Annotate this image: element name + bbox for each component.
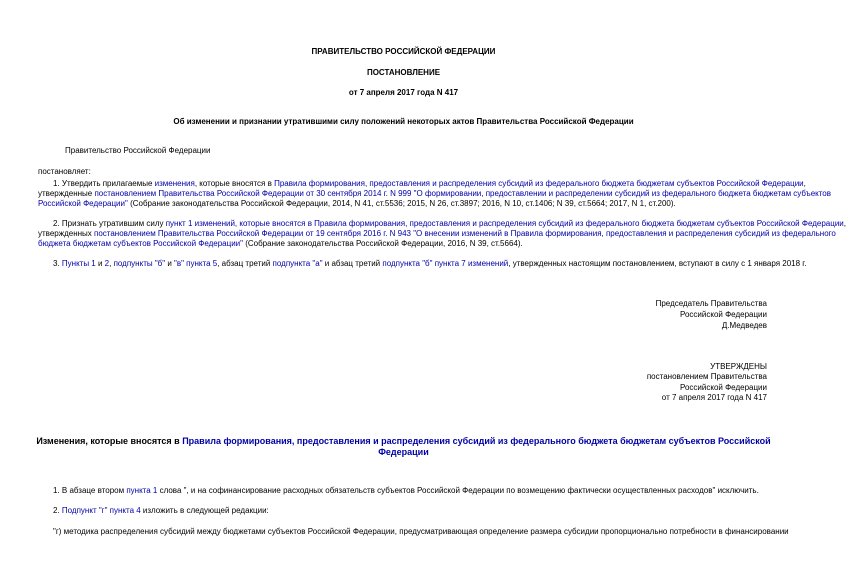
document-type: ПОСТАНОВЛЕНИЕ [366, 68, 441, 77]
decree-943-link[interactable]: постановлением Правительства Российской Федерации от 19 сентября 2016 г. N 943 "О внесении изменений в Правила формирования, предоставления и распределения субсидий из федерального [94, 229, 836, 238]
change-item-2-quote: "г) методика распределения субсидий между бюджетами субъектов Российской Федерации, предусматривающая определение размера субсидии пропорционально потребности в финансировании [53, 527, 789, 536]
text-run: 1. Утвердить прилагаемые [53, 179, 155, 188]
text-run: , абзац третий [217, 259, 273, 268]
rules-title-link-cont[interactable]: Федерации [378, 447, 429, 457]
point-4-link[interactable]: пункта 4 [109, 506, 141, 515]
text-run: , которые вносятся в [194, 179, 275, 188]
text-run: (Собрание законодательства Российской Федерации, 2014, N 41, ст.5536; 2015, N 26, ст.3897; 2016, N 10, ст.1406; N 39, ст.5664; 2017, N 1, ст.200). [127, 199, 676, 208]
paragraph-3 [53, 259, 806, 269]
government-heading: ПРАВИТЕЛЬСТВО РОССИЙСКОЙ ФЕДЕРАЦИИ [311, 47, 496, 56]
signature-position: Председатель Правительства [655, 299, 767, 308]
change-item-1 [53, 486, 759, 496]
text-run: , [803, 179, 806, 188]
paragraph-2-line-3 [38, 239, 523, 249]
changes-title-line-2 [0, 447, 807, 458]
decree-999-link[interactable]: постановлением Правительства Российской Федерации от 30 сентября 2014 г. N 999 "О формировании, предоставлении и распределении субсидий из федерального бюджета бюджетам субъектов [94, 189, 832, 198]
approval-heading: УТВЕРЖДЕНЫ [710, 362, 767, 371]
text-run: утвержденных [38, 229, 94, 238]
text-run: , утвержденных настоящим постановлением, вступают в силу с 1 января 2018 г. [508, 259, 807, 268]
approval-date: от 7 апреля 2017 года N 417 [661, 393, 767, 402]
point-2-link[interactable]: 2 [104, 259, 110, 268]
decree-999-link-cont[interactable]: Российской Федерации" [38, 199, 128, 208]
subpoint-v-point-5-link[interactable]: "в" пункта 5 [174, 259, 218, 268]
text-run: 1. В абзаце втором [53, 486, 127, 495]
points-1-link[interactable]: Пункты 1 [61, 259, 96, 268]
paragraph-2-line-1 [53, 219, 846, 229]
text-run: слова ", и на софинансирование расходных обязательств субъектов Российской Федерации по возмещению фактически осуществленных расходов" исключить. [157, 486, 759, 495]
point-1-ref-link[interactable]: пункта 1 [126, 486, 158, 495]
text-run: 2. [53, 506, 62, 515]
approval-line-3: Российской Федерации [680, 383, 767, 392]
change-item-2 [53, 506, 269, 516]
changes-title-line-1 [0, 436, 807, 447]
text-run: Изменения, которые вносятся в [36, 436, 183, 446]
subpoint-g-link[interactable]: Подпункт "г" [61, 506, 108, 515]
rules-link[interactable]: Правила формирования, предоставления и распределения субсидий из федерального бюджета бюджетам субъектов Российской Федерации [274, 179, 804, 188]
document-title: Об изменении и признании утратившими силу положений некоторых актов Правительства Российской Федерации [173, 117, 634, 126]
intro-text: Правительство Российской Федерации [65, 146, 211, 155]
paragraph-2-line-2 [38, 229, 836, 239]
paragraph-1-line-3 [38, 199, 676, 209]
subpoints-b-link[interactable]: подпункты "б" [113, 259, 166, 268]
subpoint-a-link[interactable]: подпункта "а" [272, 259, 323, 268]
changes-link[interactable]: изменения [154, 179, 195, 188]
text-run: и [95, 259, 105, 268]
text-run: утвержденные [38, 189, 95, 198]
subpoint-b-point-7-link[interactable]: подпункта "б" пункта 7 изменений [382, 259, 509, 268]
signature-org: Российской Федерации [680, 310, 767, 319]
paragraph-1-line-1 [53, 179, 806, 189]
decree-943-link-cont[interactable]: бюджета бюджетам субъектов Российской Федерации" [38, 239, 243, 248]
decides-text: постановляет: [38, 167, 91, 176]
text-run: , [843, 219, 846, 228]
text-run: 2. Признать утратившим силу [53, 219, 166, 228]
paragraph-1-line-2 [38, 189, 832, 199]
text-run: (Собрание законодательства Российской Федерации, 2016, N 39, ст.5664). [242, 239, 523, 248]
signature-name: Д.Медведев [721, 321, 767, 330]
point-1-link[interactable]: пункт 1 изменений, которые вносятся в Правила формирования, предоставления и распределения субсидий из федерального бюджета бюджетам субъектов Российской Федерации [165, 219, 844, 228]
text-run: 3. [53, 259, 62, 268]
rules-title-link[interactable]: Правила формирования, предоставления и распределения субсидий из федерального бюджета бюджетам субъектов Российской [182, 436, 771, 446]
document-date: от 7 апреля 2017 года N 417 [348, 88, 459, 97]
text-run: изложить в следующей редакции: [140, 506, 269, 515]
text-run: и [165, 259, 175, 268]
approval-line-2: постановлением Правительства [646, 372, 767, 381]
text-run: , [109, 259, 114, 268]
text-run: и абзац третий [322, 259, 383, 268]
